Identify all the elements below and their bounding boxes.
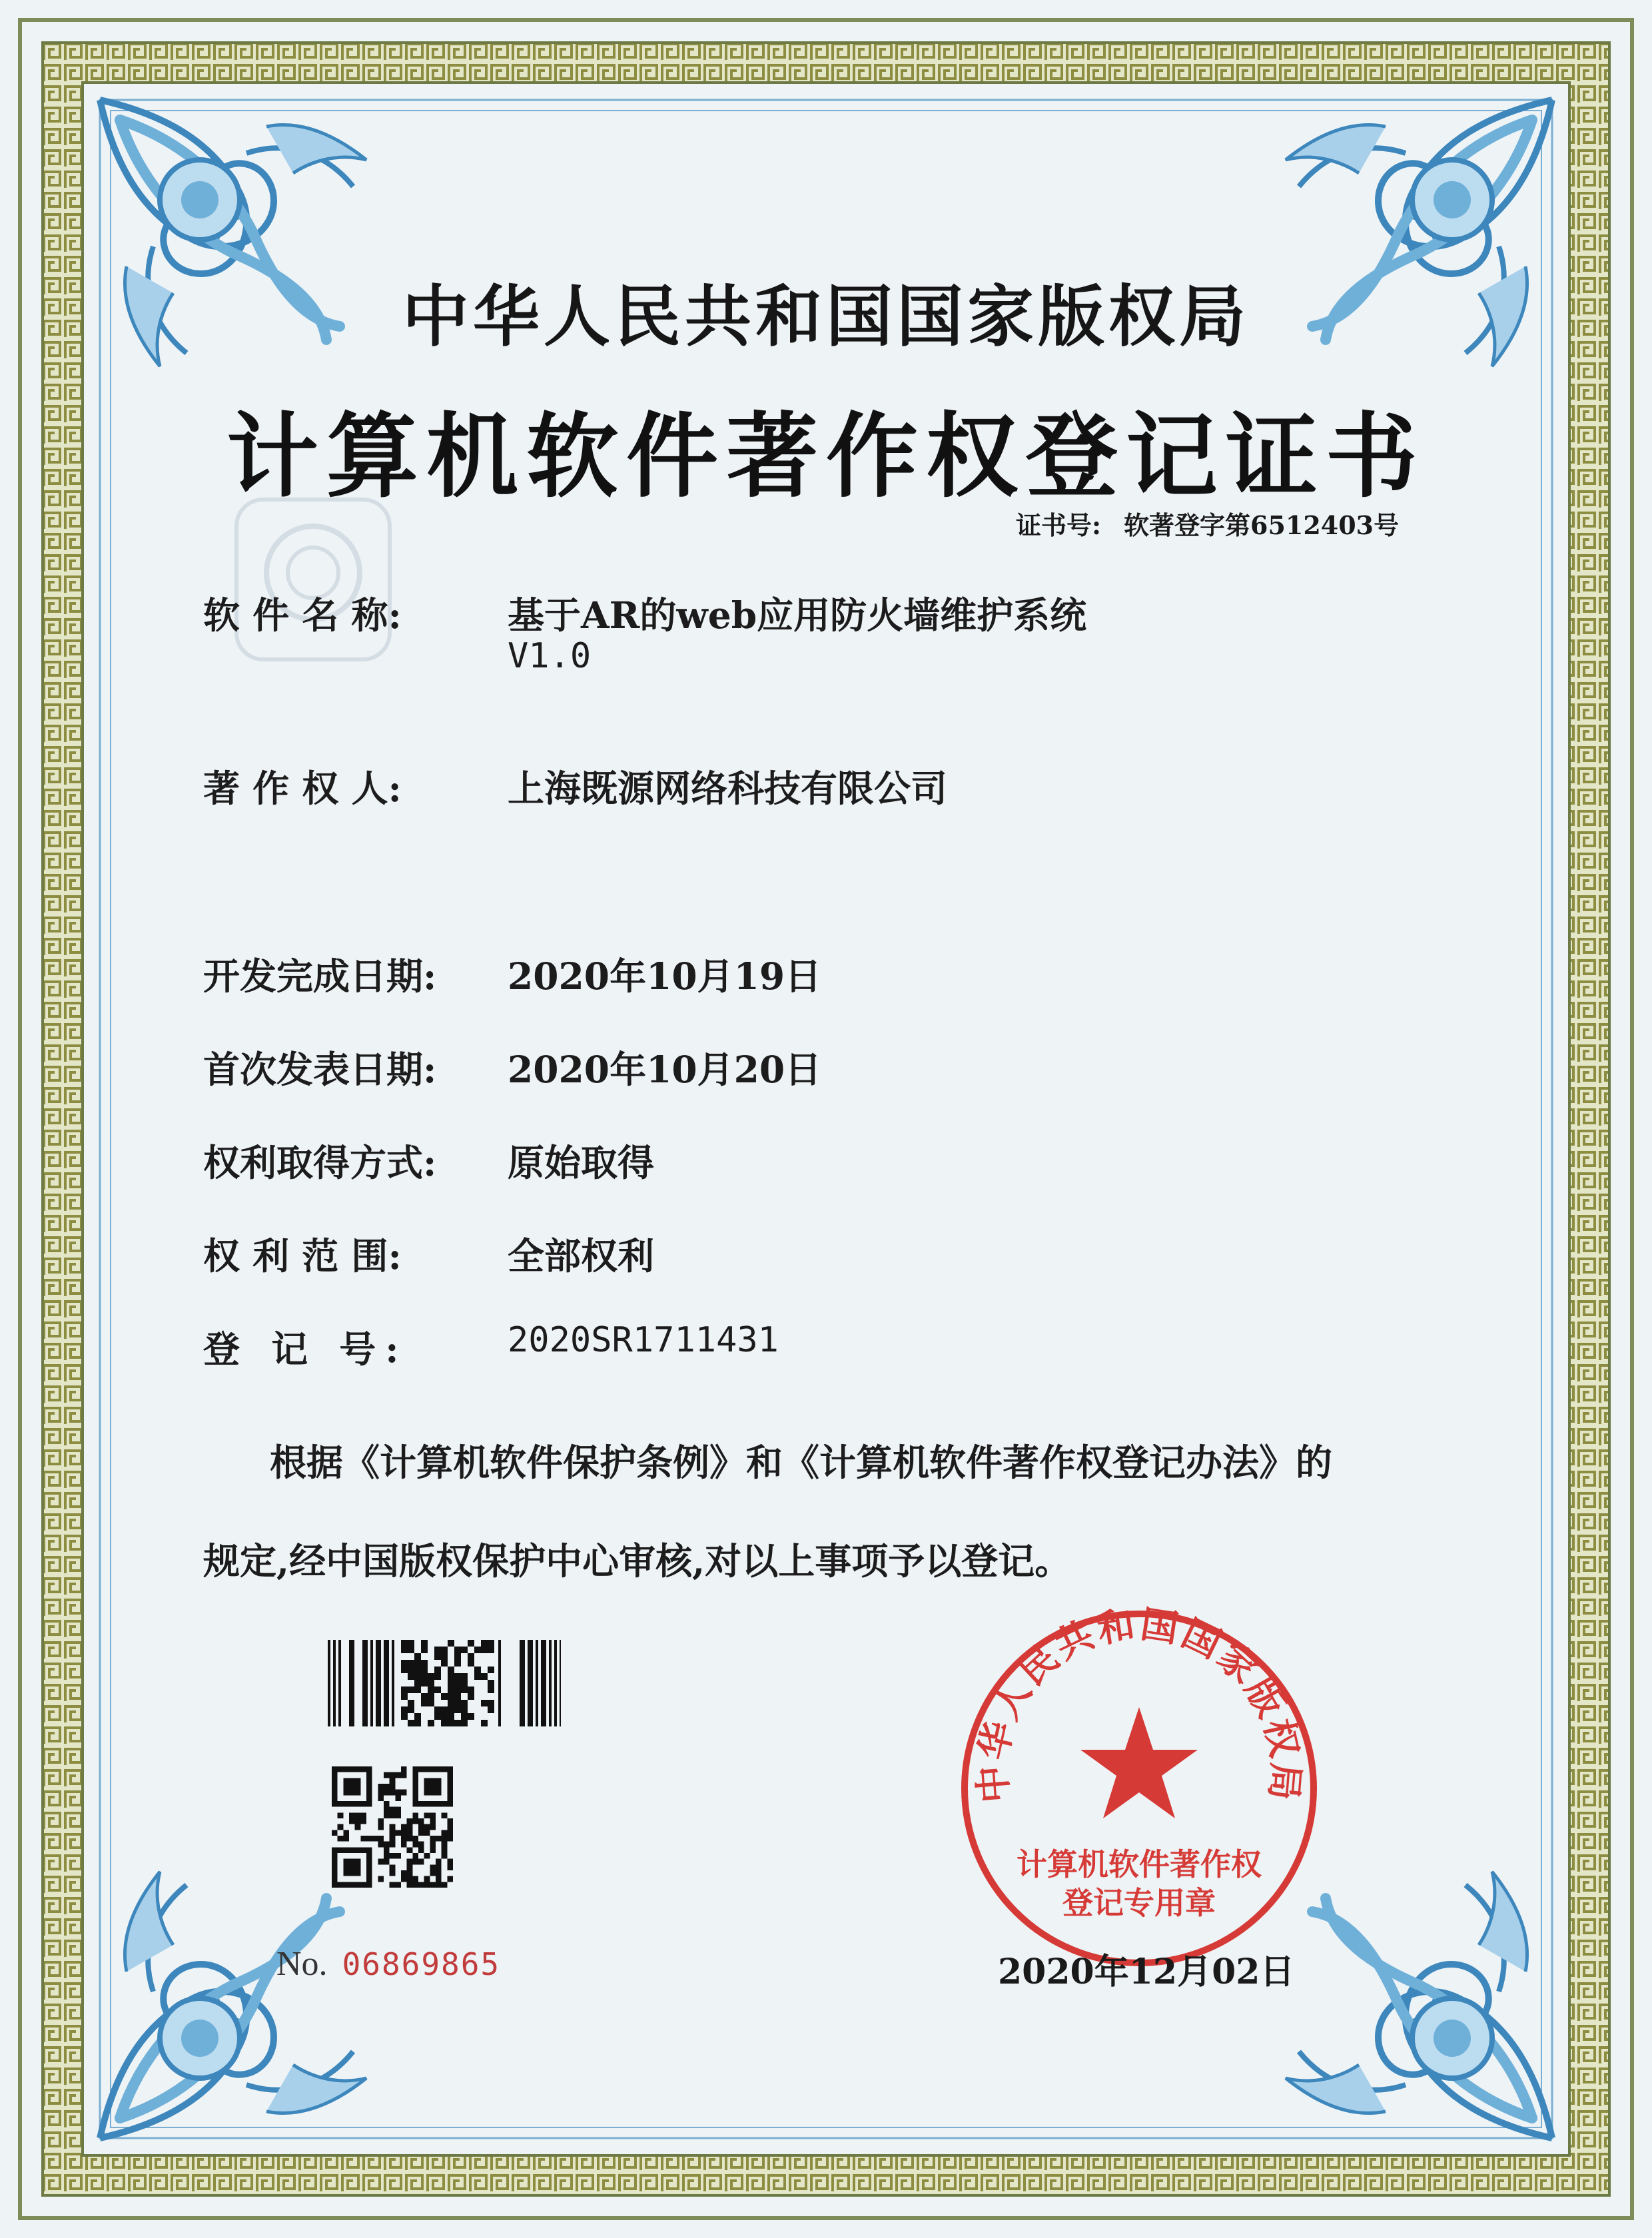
- software-name-label: 软 件 名 称:: [203, 593, 402, 637]
- registration-number-label: 登 记 号:: [203, 1327, 408, 1371]
- official-seal: [953, 1602, 1326, 1975]
- serial-number-value: 06869865: [342, 1946, 501, 1982]
- copyright-owner-value: 上海既源网络科技有限公司: [508, 767, 948, 810]
- serial-number: [276, 1944, 500, 1984]
- issuer-name: 中华人民共和国国家版权局: [402, 277, 1250, 356]
- rights-scope-value: 全部权利: [508, 1234, 655, 1278]
- software-name-value: 基于AR的web应用防火墙维护系统: [508, 593, 1087, 637]
- statement-line-2: 规定,经中国版权保护中心审核,对以上事项予以登记。: [203, 1539, 1072, 1583]
- seal-inner-line-1: 计算机软件著作权: [1017, 1846, 1262, 1882]
- emblem-watermark: [230, 493, 396, 666]
- serial-number-label: No.: [276, 1945, 328, 1983]
- completion-date-label: 开发完成日期:: [203, 954, 437, 998]
- certificate-number-label: 证书号:: [1016, 510, 1102, 540]
- acquisition-method-label: 权利取得方式:: [203, 1141, 437, 1184]
- publication-date-label: 首次发表日期:: [203, 1048, 437, 1091]
- certificate-number: [1016, 505, 1399, 542]
- rights-scope-label: 权 利 范 围:: [203, 1234, 402, 1278]
- seal-inner-line-2: 登记专用章: [1062, 1885, 1216, 1921]
- publication-date-value: 2020年10月20日: [508, 1048, 822, 1091]
- qr-code: [332, 1766, 453, 1888]
- registration-number-value: 2020SR1711431: [508, 1320, 779, 1360]
- issue-date: 2020年12月02日: [998, 1952, 1295, 1992]
- acquisition-method-value: 原始取得: [508, 1141, 655, 1184]
- statement-line-1: 根据《计算机软件保护条例》和《计算机软件著作权登记办法》的: [270, 1441, 1333, 1484]
- barcode: [328, 1640, 561, 1726]
- certificate-number-value: 软著登字第6512403号: [1124, 510, 1400, 540]
- seal-outer-text: 中华人民共和国国家版权局: [971, 1603, 1308, 1805]
- completion-date-value: 2020年10月19日: [508, 954, 822, 998]
- software-version: V1.0: [508, 636, 592, 676]
- certificate-title: 计算机软件著作权登记证书: [226, 402, 1426, 510]
- copyright-owner-label: 著 作 权 人:: [203, 767, 402, 810]
